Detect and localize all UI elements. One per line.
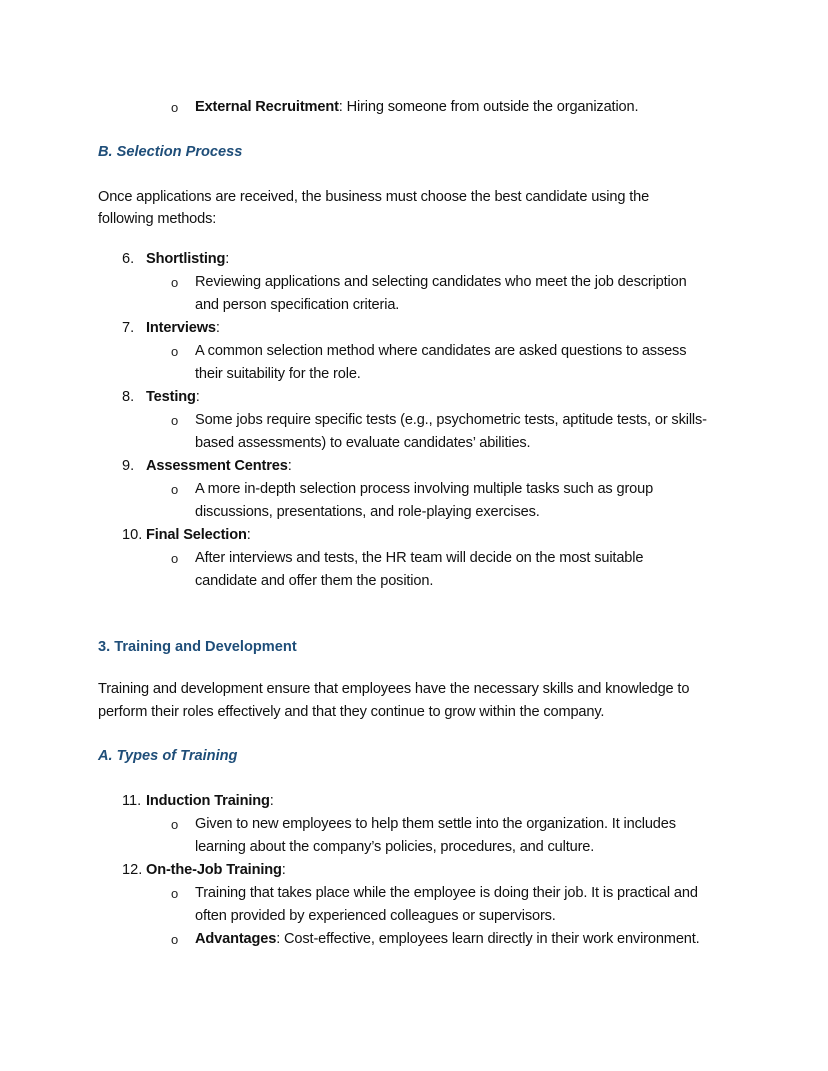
list-item-text: After interviews and tests, the HR team will decide on the most suitable <box>195 550 644 566</box>
bullet-icon: o <box>171 413 179 428</box>
list-number: 11. <box>122 793 142 809</box>
list-item-text: and person specification criteria. <box>195 297 400 313</box>
bullet-icon: o <box>171 551 179 566</box>
list-item-title: Final Selection: <box>146 527 251 543</box>
list-number: 12. <box>122 862 143 878</box>
list-item-text: their suitability for the role. <box>195 366 361 382</box>
list-item-title: On-the-Job Training: <box>146 862 286 878</box>
list-item-text: learning about the company’s policies, procedures, and culture. <box>195 839 595 855</box>
list-item-title: Shortlisting: <box>146 251 230 267</box>
list-item-title: Interviews: <box>146 320 220 336</box>
training-intro-line-2: perform their roles effectively and that they continue to grow within the company. <box>98 704 605 720</box>
bullet-icon: o <box>171 275 179 290</box>
bullet-icon: o <box>171 817 179 832</box>
list-item-text: Reviewing applications and selecting candidates who meet the job description <box>195 274 687 290</box>
list-item-text: candidate and offer them the position. <box>195 573 434 589</box>
list-number: 8. <box>122 389 135 405</box>
list-item-text: Given to new employees to help them settle into the organization. It includes <box>195 816 676 832</box>
list-item-text: discussions, presentations, and role-playing exercises. <box>195 504 540 520</box>
list-number: 10. <box>122 527 143 543</box>
selection-process-heading: B. Selection Process <box>98 144 243 160</box>
list-item-title: Induction Training: <box>146 793 274 809</box>
types-of-training-heading: A. Types of Training <box>98 748 238 764</box>
list-item-text: often provided by experienced colleagues or supervisors. <box>195 908 556 924</box>
list-number: 9. <box>122 458 135 474</box>
external-recruitment-item: External Recruitment: Hiring someone from outside the organization. <box>195 99 639 115</box>
list-number: 6. <box>122 251 135 267</box>
bullet-icon: o <box>171 344 179 359</box>
list-item-text: based assessments) to evaluate candidates’ abilities. <box>195 435 531 451</box>
advantages-item: Advantages: Cost-effective, employees learn directly in their work environment. <box>195 931 700 947</box>
list-item-text: A more in-depth selection process involving multiple tasks such as group <box>195 481 654 497</box>
list-item-text: Training that takes place while the employee is doing their job. It is practical and <box>195 885 698 901</box>
training-intro-line-1: Training and development ensure that employees have the necessary skills and knowledge to <box>98 681 690 697</box>
selection-intro-line-1: Once applications are received, the business must choose the best candidate using the <box>98 189 650 205</box>
bullet-icon: o <box>171 932 179 947</box>
list-item-text: Some jobs require specific tests (e.g., psychometric tests, aptitude tests, or skills- <box>195 412 707 428</box>
bullet-icon: o <box>171 886 179 901</box>
list-item-text: A common selection method where candidates are asked questions to assess <box>195 343 687 359</box>
bullet-icon: o <box>171 482 179 497</box>
list-number: 7. <box>122 320 135 336</box>
list-item-title: Testing: <box>146 389 200 405</box>
bullet-icon: o <box>171 100 179 115</box>
list-item-title: Assessment Centres: <box>146 458 292 474</box>
training-development-heading: 3. Training and Development <box>98 639 297 655</box>
selection-intro-line-2: following methods: <box>98 211 217 227</box>
